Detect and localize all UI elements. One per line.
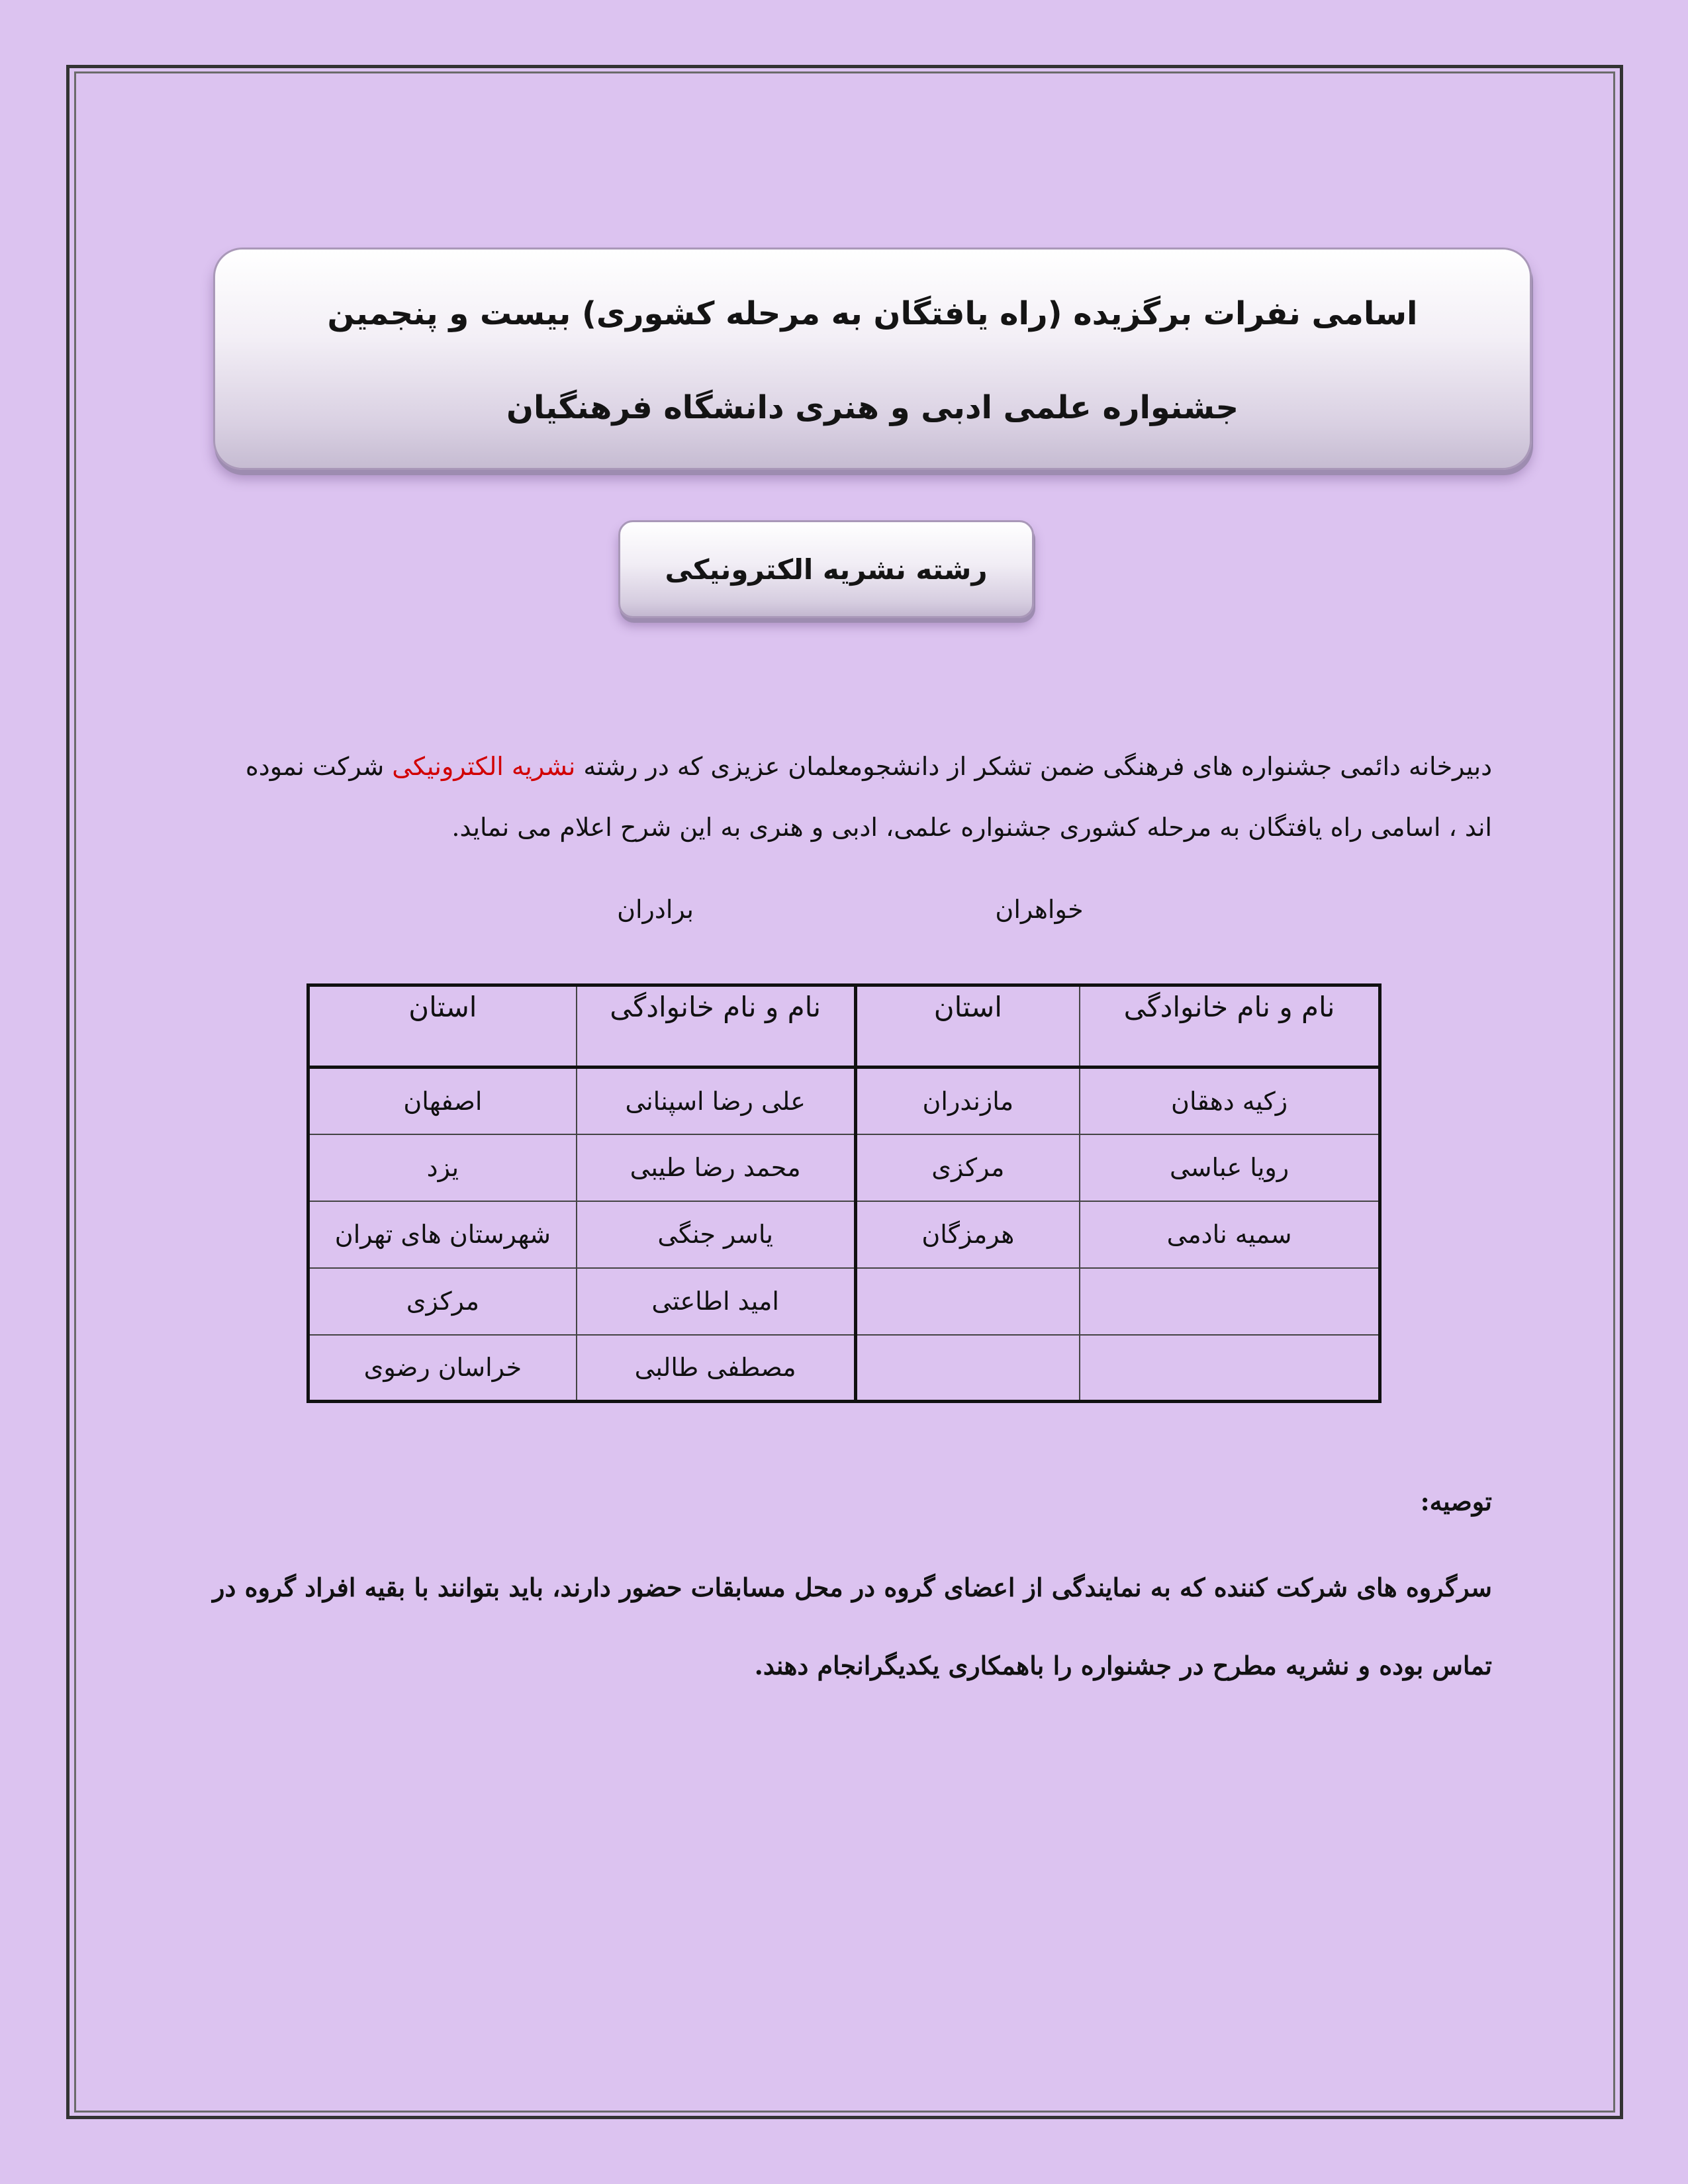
- cell-brother-province: یزد: [308, 1134, 577, 1201]
- intro-text-before: دبیرخانه دائمی جشنواره های فرهنگی ضمن تشکر از دانشجومعلمان عزیزی که در رشته: [575, 752, 1492, 781]
- header-name-sisters: نام و نام خانوادگی: [1080, 985, 1380, 1068]
- cell-sister-province: [855, 1335, 1080, 1402]
- cell-brother-name: علی رضا اسپنانی: [577, 1068, 855, 1134]
- recommendation-title: توصیه:: [1420, 1486, 1492, 1516]
- cell-brother-name: مصطفی طالبی: [577, 1335, 855, 1402]
- intro-highlight: نشریه الکترونیکی: [392, 752, 576, 781]
- winners-table: [306, 983, 1382, 1403]
- cell-sister-name: سمیه نادمی: [1080, 1201, 1380, 1268]
- cell-sister-name: [1080, 1335, 1380, 1402]
- field-label: رشته نشریه الکترونیکی: [665, 553, 988, 586]
- cell-sister-province: مازندران: [855, 1068, 1080, 1134]
- cell-brother-name: امید اطاعتی: [577, 1268, 855, 1335]
- cell-brother-name: یاسر جنگی: [577, 1201, 855, 1268]
- cell-sister-province: [855, 1268, 1080, 1335]
- cell-sister-name: زکیه دهقان: [1080, 1068, 1380, 1134]
- cell-brother-province: مرکزی: [308, 1268, 577, 1335]
- intro-text-after: شرکت نموده اند ، اسامی راه یافتگان به مرحله کشوری جشنواره علمی، ادبی و هنری به این شرح اعلام می نماید.: [245, 752, 1492, 842]
- table-row: [308, 1068, 1380, 1134]
- title-banner: [213, 248, 1532, 470]
- table-row: [308, 1134, 1380, 1201]
- recommendation-body: سرگروه های شرکت کننده که به نمایندگی از اعضای گروه در محل مسابقات حضور دارند، باید بتوانند با بقیه افراد گروه در تماس بوده و نشریه مطرح در جشنواره را باهمکاری یکدیگرانجام دهند.: [212, 1572, 1492, 1680]
- table-row: [308, 1335, 1380, 1402]
- group-label-sisters: خواهران: [995, 895, 1084, 924]
- cell-brother-province: خراسان رضوی: [308, 1335, 577, 1402]
- cell-brother-name: محمد رضا طیبی: [577, 1134, 855, 1201]
- cell-sister-name: [1080, 1268, 1380, 1335]
- table-header-row: [308, 985, 1380, 1068]
- cell-brother-province: شهرستان های تهران: [308, 1201, 577, 1268]
- field-banner: [618, 520, 1034, 618]
- cell-sister-province: مرکزی: [855, 1134, 1080, 1201]
- intro-paragraph: [218, 736, 1492, 858]
- header-province-sisters: استان: [855, 985, 1080, 1068]
- table-row: [308, 1201, 1380, 1268]
- cell-sister-name: رویا عباسی: [1080, 1134, 1380, 1201]
- cell-brother-province: اصفهان: [308, 1068, 577, 1134]
- cell-sister-province: هرمزگان: [855, 1201, 1080, 1268]
- header-province-brothers: استان: [308, 985, 577, 1068]
- header-name-brothers: نام و نام خانوادگی: [577, 985, 855, 1068]
- table-row: [308, 1268, 1380, 1335]
- group-label-brothers: برادران: [617, 895, 694, 924]
- title-line-2: جشنواره علمی ادبی و هنری دانشگاه فرهنگیان: [506, 389, 1239, 426]
- title-line-1: اسامی نفرات برگزیده (راه یافتگان به مرحله کشوری) بیست و پنجمین: [327, 295, 1418, 332]
